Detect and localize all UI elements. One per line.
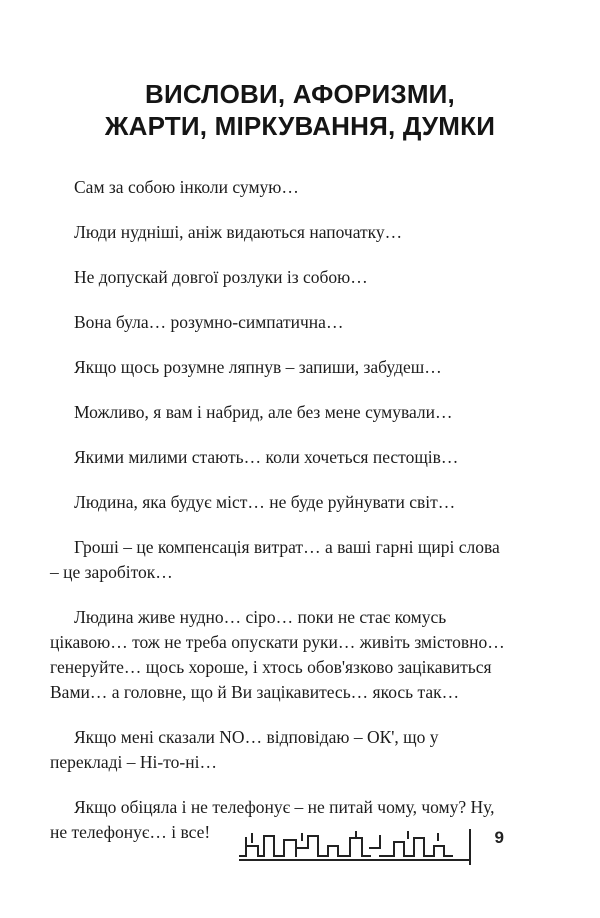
paragraph: Якщо щось розумне ляпнув – запиши, забудеш… xyxy=(74,357,442,377)
paragraph: Вона була… розумно-симпатична… xyxy=(74,312,344,332)
page-number: 9 xyxy=(494,828,504,847)
maze-ornament-icon xyxy=(238,826,478,866)
paragraph: Якщо мені сказали NO… відповідаю – ОК', що у перекладі – Ні-то-ні… xyxy=(50,727,439,772)
text-body xyxy=(50,175,508,865)
page-title xyxy=(0,78,600,142)
paragraph: Людина живе нудно… сіро… поки не стає комусь цікавою… тож не треба опускати руки… живіть змістовно… генеруйте… щось хороше, і хтось обов'язково зацікавиться Вами… а головне, що й Ви зацікавитесь… якось так… xyxy=(50,607,505,702)
paragraph: Можливо, я вам і набрид, але без мене сумували… xyxy=(74,402,453,422)
paragraph: Не допускай довгої розлуки із собою… xyxy=(74,267,368,287)
paragraph: Якими милими стають… коли хочеться пестощів… xyxy=(74,447,459,467)
paragraph: Людина, яка будує міст… не буде руйнувати світ… xyxy=(74,492,456,512)
paragraph: Якщо обіцяла і не телефонує – не питай чому, чому? Ну, не телефонує… і все! xyxy=(50,797,495,842)
page-footer xyxy=(238,826,508,866)
title-line-2: ЖАРТИ, МІРКУВАННЯ, ДУМКИ xyxy=(104,111,496,141)
paragraph: Гроші – це компенсація витрат… а ваші гарні щирі слова – це заробіток… xyxy=(50,537,500,582)
title-line-1: ВИСЛОВИ, АФОРИЗМИ, xyxy=(144,79,455,109)
paragraph: Сам за собою інколи сумую… xyxy=(74,177,299,197)
paragraph: Люди нудніші, аніж видаються напочатку… xyxy=(74,222,403,242)
